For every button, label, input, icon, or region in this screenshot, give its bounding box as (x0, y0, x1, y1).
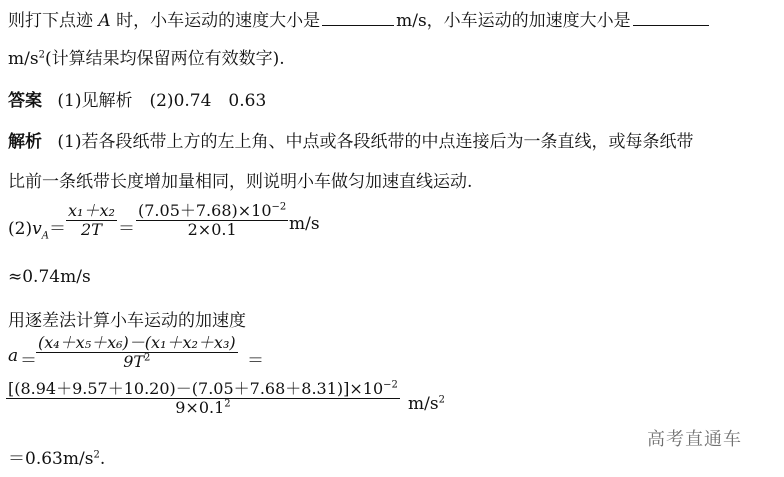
exponent: −2 (383, 379, 398, 391)
answer-blank-velocity (322, 11, 394, 26)
fraction-numerator: (7.05＋7.68)×10 (138, 201, 272, 220)
acceleration-fraction-1 (36, 334, 238, 371)
velocity-result (8, 266, 91, 288)
answer-label: 答案 (8, 91, 42, 111)
fraction-denominator: 2T (81, 220, 102, 239)
fraction-numerator: [(8.94＋9.57＋10.20)－(7.05＋7.68＋8.31)]×10 (8, 379, 384, 398)
analysis-text: 用逐差法计算小车运动的加速度 (8, 311, 246, 331)
answer-line (8, 90, 266, 112)
analysis-text: 比前一条纸带长度增加量相同，则说明小车做匀加速直线运动. (8, 172, 473, 192)
acceleration-symbol: a (8, 346, 19, 366)
unit-exponent: 2 (38, 49, 45, 61)
question-text: 时，小车运动的速度大小是 (116, 11, 321, 31)
velocity-symbol: v (32, 219, 42, 239)
equals-sign: ＝ (118, 219, 135, 239)
analysis-label: 解析 (8, 132, 42, 152)
acceleration-value: ＝0.63m/s (8, 449, 94, 469)
question-note: (计算结果均保留两位有效数字). (44, 49, 285, 69)
fraction-denominator: 9×0.1 (175, 398, 225, 417)
velocity-fraction-1 (66, 202, 117, 239)
exponent: 2 (93, 449, 100, 461)
acceleration-intro (8, 310, 246, 332)
exponent: 2 (224, 398, 231, 410)
question-text: m/s，小车运动的加速度大小是 (396, 11, 631, 31)
equals-sign: ＝ (247, 351, 264, 371)
point-label: A (98, 11, 111, 31)
velocity-subscript: A (41, 230, 49, 242)
question-line-1 (8, 10, 711, 32)
exponent: −2 (271, 201, 287, 213)
watermark-text: 高考直通车 (647, 429, 742, 450)
exponent: 2 (144, 352, 151, 364)
question-line-2 (8, 48, 285, 70)
fraction-numerator: (x₄＋x₅＋x₆)－(x₁＋x₂＋x₃) (38, 333, 236, 352)
velocity-fraction-2 (136, 202, 288, 239)
unit-text: m/s (8, 49, 39, 69)
answer-blank-acceleration (633, 11, 709, 26)
exponent: 2 (438, 394, 445, 406)
fraction-denominator: 2×0.1 (187, 220, 237, 239)
answer-text: (1)见解析 (2)0.74 0.63 (57, 91, 267, 111)
period: . (99, 449, 106, 469)
analysis-line-2 (8, 171, 472, 193)
fraction-denominator: 9T (123, 352, 145, 371)
analysis-text: (1)若各段纸带上方的左上角、中点或各段纸带的中点连接后为一条直线，或每条纸带 (57, 132, 694, 152)
equals-sign: ＝ (48, 219, 66, 239)
question-text: 则打下点迹 (8, 11, 93, 31)
velocity-unit: m/s (289, 214, 320, 234)
acceleration-result (8, 448, 105, 470)
unit-text: m/s (408, 394, 439, 414)
equals-sign: ＝ (20, 351, 37, 371)
part-label: (2) (8, 219, 33, 239)
acceleration-fraction-2 (6, 380, 400, 417)
velocity-value: ≈0.74m/s (8, 267, 91, 287)
fraction-numerator: x₁＋x₂ (68, 201, 115, 220)
analysis-line-1 (8, 131, 694, 153)
acceleration-unit (408, 394, 445, 414)
velocity-formula-lhs (8, 214, 66, 242)
